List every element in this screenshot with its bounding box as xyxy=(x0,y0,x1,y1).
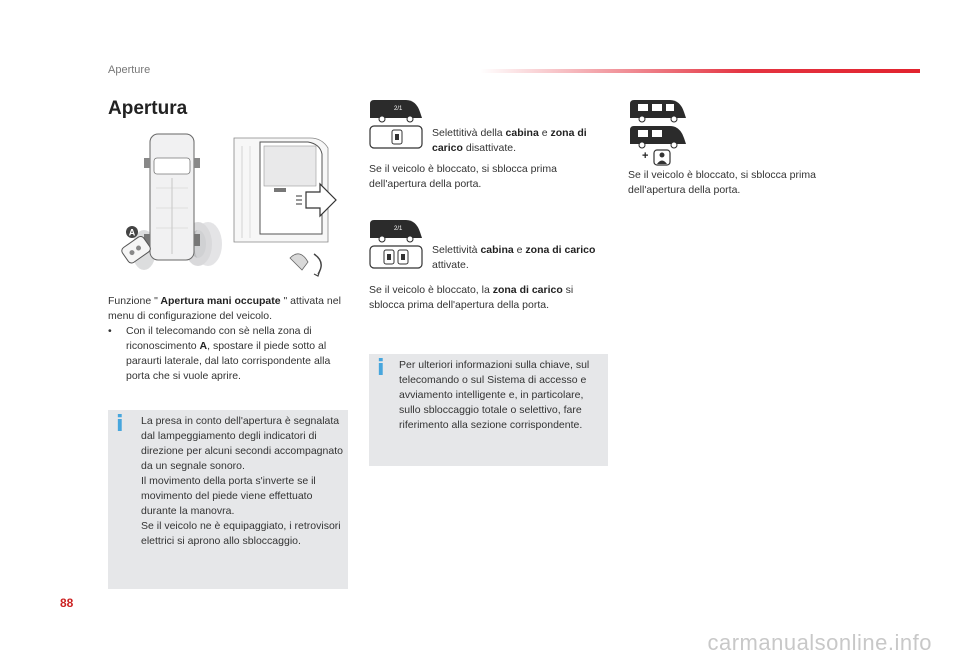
van-window-icons xyxy=(626,98,692,166)
info-text: Per ulteriori informazioni sulla chiave, sul telecomando o sul Sistema di accesso e avviamento intelligente e, in particolare, sullo sbloccaggio totale o selettivo, fare riferimento alla sezione corrispondente. xyxy=(399,359,590,431)
hands-free-opening-illustration xyxy=(112,128,344,288)
header-accent-bar xyxy=(480,69,920,73)
info-icon: i xyxy=(116,412,124,437)
page-title: Apertura xyxy=(108,98,188,119)
selectivity-on-icon xyxy=(366,218,426,274)
selectivity-disabled-desc: Se il veicolo è bloccato, si sblocca prima dell'apertura della porta. xyxy=(369,163,557,190)
svg-text:2/1: 2/1 xyxy=(394,106,403,112)
selectivity-enabled-desc: Se il veicolo è bloccato, la zona di carico si sblocca prima dell'apertura della porta. xyxy=(369,284,574,311)
instruction-step: • Con il telecomando con sè nella zona di riconoscimento A, spostare il piede sotto al paraurti laterale, dal lato corrispondente alla porta che si vuole aprire. xyxy=(108,325,331,382)
selectivity-off-icon xyxy=(366,98,426,158)
section-header: Aperture xyxy=(108,64,151,76)
feature-intro: Funzione " Apertura mani occupate " attivata nel menu di configurazione del veicolo. xyxy=(108,295,341,322)
watermark: carmanualsonline.info xyxy=(707,630,932,655)
bullet-icon: • xyxy=(108,325,112,337)
column3-desc: Se il veicolo è bloccato, si sblocca prima dell'apertura della porta. xyxy=(628,169,816,196)
info-icon: i xyxy=(377,356,385,381)
info-text: La presa in conto dell'apertura è segnalata dal lampeggiamento degli indicatori di direzione per alcuni secondi accompagnato da un segnale sonoro. Il movimento della porta s'inverte se il movimento del piede viene effettuato durante la manovra. Se il veicolo ne è equipaggiato, i retrovisori elettrici si aprono allo sbloccaggio. xyxy=(141,415,343,547)
info-box-more-info xyxy=(369,354,608,466)
svg-text:2/1: 2/1 xyxy=(394,226,403,232)
zone-a-label: A xyxy=(128,227,136,238)
plus-sign: + xyxy=(642,150,649,162)
selectivity-enabled-label: Selettività cabina e zona di carico attivate. xyxy=(432,244,596,271)
info-box-feedback xyxy=(108,410,348,589)
selectivity-disabled-label: Selettitivà della cabina e zona di carico disattivate. xyxy=(432,127,587,154)
page-number: 88 xyxy=(60,596,74,610)
